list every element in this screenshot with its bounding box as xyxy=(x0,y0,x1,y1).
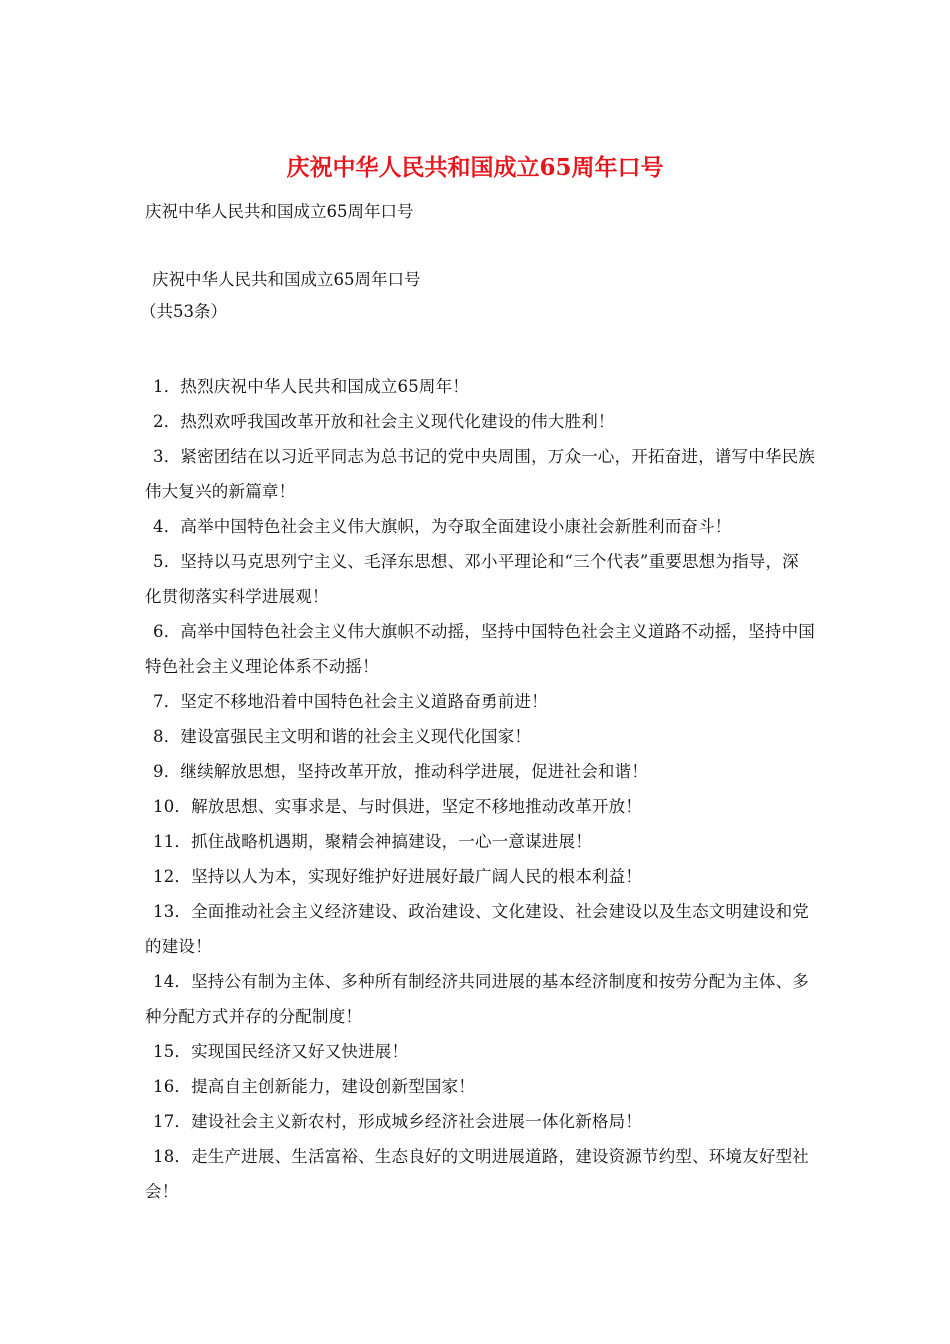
slogan-item: 13．全面推动社会主义经济建设、政治建设、文化建设、社会建设以及生态文明建设和党的建设！ xyxy=(145,902,809,956)
slogan-item: 9．继续解放思想，坚持改革开放，推动科学进展，促进社会和谐！ xyxy=(153,762,648,781)
slogan-item: 14．坚持公有制为主体、多种所有制经济共同进展的基本经济制度和按劳分配为主体、多种分配方式并存的分配制度！ xyxy=(145,972,809,1026)
slogan-item: 4．高举中国特色社会主义伟大旗帜，为夺取全面建设小康社会新胜利而奋斗！ xyxy=(153,517,732,536)
slogan-item: 3．紧密团结在以习近平同志为总书记的党中央周围，万众一心，开拓奋进，谱写中华民族伟大复兴的新篇章！ xyxy=(145,447,815,501)
section-title: 庆祝中华人民共和国成立65周年口号 xyxy=(152,270,421,289)
slogan-item: 7．坚定不移地沿着中国特色社会主义道路奋勇前进！ xyxy=(153,692,548,711)
slogan-item: 12．坚持以人为本，实现好维护好进展好最广阔人民的根本利益！ xyxy=(153,867,642,886)
slogan-item: 2．热烈欢呼我国改革开放和社会主义现代化建设的伟大胜利！ xyxy=(153,412,615,431)
slogan-item: 6．高举中国特色社会主义伟大旗帜不动摇，坚持中国特色社会主义道路不动摇，坚持中国特色社会主义理论体系不动摇！ xyxy=(145,622,815,676)
slogan-item: 8．建设富强民主文明和谐的社会主义现代化国家！ xyxy=(153,727,532,746)
slogan-item: 10．解放思想、实事求是、与时俱进，坚定不移地推动改革开放！ xyxy=(153,797,642,816)
slogan-item: 5．坚持以马克思列宁主义、毛泽东思想、邓小平理论和“三个代表”重要思想为指导，深化贯彻落实科学进展观！ xyxy=(145,552,799,606)
document-subtitle: 庆祝中华人民共和国成立65周年口号 xyxy=(145,202,414,221)
slogan-item: 15．实现国民经济又好又快进展！ xyxy=(153,1042,409,1061)
slogan-item: 11．抓住战略机遇期，聚精会神搞建设，一心一意谋进展！ xyxy=(153,832,592,851)
slogan-item: 1．热烈庆祝中华人民共和国成立65周年！ xyxy=(153,377,469,396)
document-title: 庆祝中华人民共和国成立65周年口号 xyxy=(286,154,664,181)
slogan-item: 16．提高自主创新能力，建设创新型国家！ xyxy=(153,1077,475,1096)
slogan-count: （共53条） xyxy=(140,302,227,321)
slogan-item: 18．走生产进展、生活富裕、生态良好的文明进展道路，建设资源节约型、环境友好型社会！ xyxy=(145,1147,809,1201)
slogan-item: 17．建设社会主义新农村，形成城乡经济社会进展一体化新格局！ xyxy=(153,1112,642,1131)
slogan-list xyxy=(145,369,815,1209)
